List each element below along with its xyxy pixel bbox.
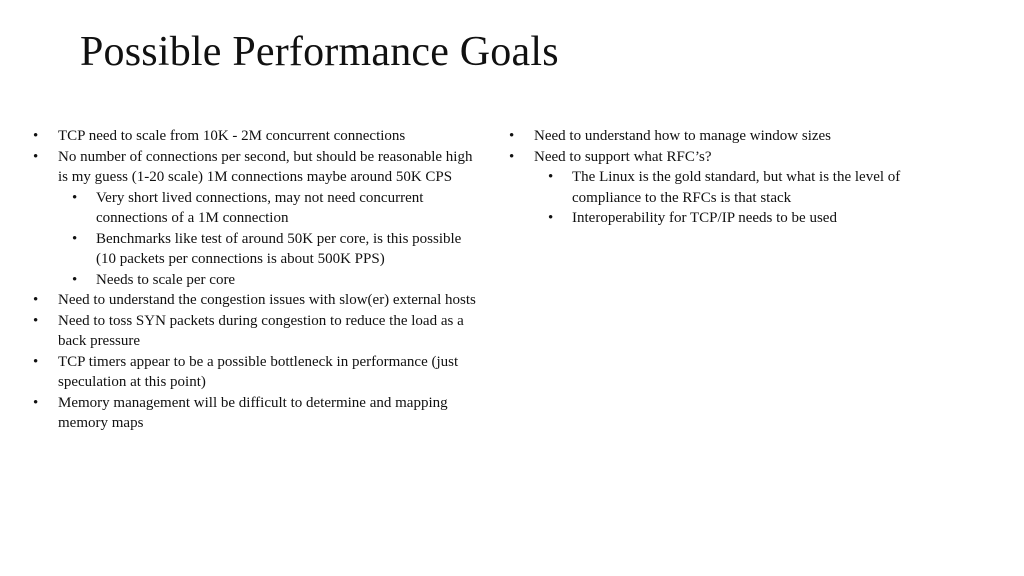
bullet-glyph: • (33, 128, 39, 144)
bullet-text: Need to understand the congestion issues with slow(er) external hosts (58, 292, 476, 308)
bullet-glyph: • (72, 189, 78, 206)
bullet-glyph: • (509, 148, 515, 165)
bullet-glyph: • (72, 271, 78, 288)
bullet-text: Very short lived connections, may not need concurrent connections of a 1M connection (96, 189, 424, 226)
bullet-glyph: • (509, 128, 515, 144)
bullet-glyph: • (33, 353, 39, 370)
bullet-text: Interoperability for TCP/IP needs to be used (572, 210, 837, 226)
bullet-item (506, 147, 966, 168)
left-bullet-list (30, 126, 478, 434)
sub-bullet-item (30, 270, 478, 291)
bullet-glyph: • (33, 148, 39, 165)
bullet-text: Need to toss SYN packets during congestion to reduce the load as a back pressure (58, 312, 464, 349)
bullet-glyph: • (72, 230, 78, 247)
bullet-text: No number of connections per second, but should be reasonable high is my guess (1-20 scale) 1M connections maybe around 50K CPS (58, 148, 473, 185)
sub-bullet-item (506, 208, 966, 229)
slide-title: Possible Performance Goals (80, 29, 559, 75)
bullet-item (30, 290, 478, 311)
bullet-glyph: • (33, 312, 39, 329)
sub-bullet-item (30, 188, 478, 229)
bullet-item (30, 311, 478, 352)
bullet-text: Memory management will be difficult to determine and mapping memory maps (58, 394, 448, 431)
bullet-item (30, 126, 478, 147)
right-column (506, 126, 966, 229)
bullet-text: Benchmarks like test of around 50K per core, is this possible (10 packets per connections is about 500K PPS) (96, 230, 462, 267)
right-bullet-list (506, 126, 966, 229)
bullet-text: Needs to scale per core (96, 271, 236, 288)
bullet-text: The Linux is the gold standard, but what is the level of compliance to the RFCs is that stack (572, 169, 901, 206)
left-column (30, 126, 478, 434)
bullet-text: TCP timers appear to be a possible bottleneck in performance (just speculation at this point) (58, 353, 459, 390)
bullet-text: Need to understand how to manage window sizes (534, 128, 832, 144)
bullet-glyph: • (33, 292, 39, 308)
bullet-text: Need to support what RFC’s? (534, 148, 712, 165)
bullet-glyph: • (548, 210, 554, 226)
bullet-item (30, 393, 478, 434)
sub-bullet-item (30, 229, 478, 270)
sub-bullet-item (506, 167, 966, 208)
bullet-text: TCP need to scale from 10K - 2M concurrent connections (58, 128, 406, 144)
bullet-item (30, 147, 478, 188)
bullet-item (30, 352, 478, 393)
bullet-glyph: • (548, 169, 554, 185)
bullet-item (506, 126, 966, 147)
bullet-glyph: • (33, 394, 39, 411)
